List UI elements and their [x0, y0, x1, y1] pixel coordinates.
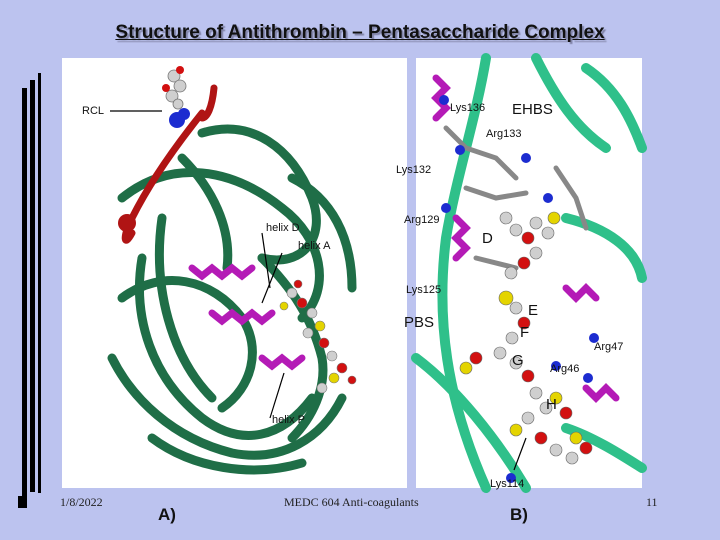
pentasaccharide-binding-figure: [416, 58, 642, 488]
label-arg133: Arg133: [486, 128, 522, 140]
label-rcl: RCL: [82, 105, 105, 117]
label-helix-d: helix D: [266, 222, 300, 234]
label-arg47: Arg47: [594, 341, 624, 353]
footer-course: MEDC 604 Anti-coagulants: [284, 495, 419, 509]
label-site-d: D: [482, 230, 493, 247]
label-lys114: Lys114: [490, 478, 525, 490]
panel-a-image: [62, 58, 407, 488]
label-arg46: Arg46: [550, 363, 580, 375]
antithrombin-structure-figure: [62, 58, 407, 488]
label-pbs: PBS: [404, 314, 435, 331]
label-helix-a: helix A: [298, 240, 331, 252]
panel-a-letter: A): [158, 505, 176, 524]
label-arg129: Arg129: [404, 214, 440, 226]
label-site-e: E: [528, 302, 539, 319]
panel-b-letter: B): [510, 505, 528, 524]
footer-date: 1/8/2022: [60, 495, 103, 509]
page-number: 11: [646, 495, 658, 509]
label-lys136: Lys136: [450, 102, 486, 114]
label-site-h: H: [546, 396, 557, 413]
label-helix-p: helix P: [272, 414, 306, 426]
label-lys125: Lys125: [406, 284, 442, 296]
label-site-g: G: [512, 352, 524, 369]
label-site-f: F: [520, 324, 530, 341]
label-ehbs: EHBS: [512, 101, 553, 118]
panel-b-image: [396, 58, 642, 490]
slide-title: Structure of Antithrombin – Pentasaccharide Complex: [115, 22, 605, 43]
label-lys132: Lys132: [396, 164, 432, 176]
